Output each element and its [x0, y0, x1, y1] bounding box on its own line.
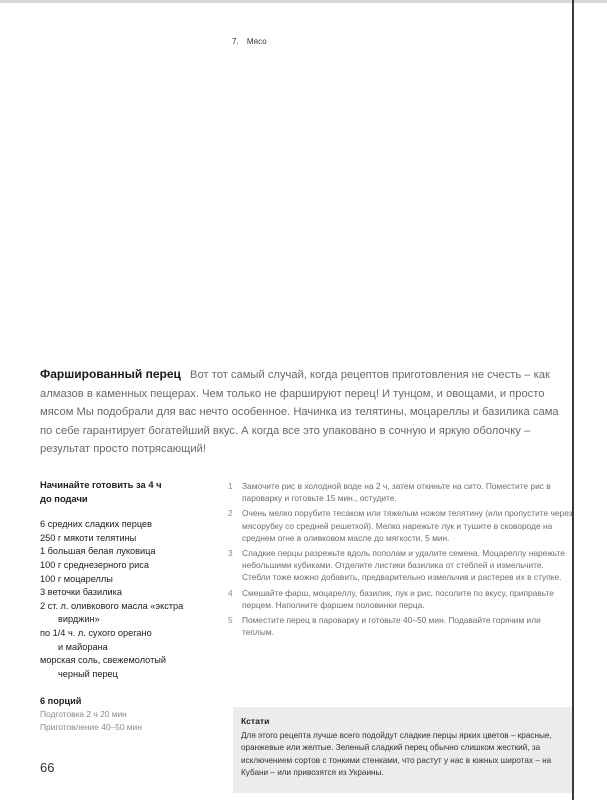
ingredient-item: 6 средних сладких перцев: [40, 519, 153, 530]
recipe-title: Фаршированный перец: [40, 367, 181, 381]
ingredient-item: вирджин»: [58, 614, 100, 625]
tip-text: Для этого рецепта лучше всего подойдут сладкие перцы ярких цветов – красные, оранжевые или желтые. Зеленый сладкий перец обычно слишком жесткий, за исключением сортов с тонкими стенками, что растут у нас в южных широтах – на Кубани – или привозятся из Украины.: [241, 730, 552, 778]
tip-box: [233, 707, 572, 793]
step-text: Смешайте фарш, моцареллу, базилик, лук и рис, посолите по вкусу, приправьте перцем. Наполните фаршем половинки перца.: [242, 587, 554, 610]
cook-time: Приготовление 40–50 мин: [40, 721, 142, 732]
ingredient-item: черный перец: [58, 668, 118, 679]
steps-list: [228, 480, 573, 641]
step-item: [228, 547, 573, 584]
portions-block: [40, 695, 230, 733]
step-text: Замочите рис в холодной воде на 2 ч, затем откиньте на сито. Поместите рис в пароварку и готовьте 15 мин., остудите.: [242, 481, 551, 504]
ingredient-item: 3 веточки базилика: [40, 587, 122, 598]
start-time-line2: до подачи: [40, 492, 88, 504]
step-number: 4: [228, 587, 233, 598]
ingredients-column: [40, 478, 230, 681]
ingredient-item: 250 г мякоти телятины: [40, 532, 137, 543]
step-number: 5: [228, 615, 233, 626]
start-time-line1: Начинайте готовить за 4 ч: [40, 479, 162, 490]
prep-time: Подготовка 2 ч 20 мин: [40, 708, 127, 719]
page-top-edge: [0, 0, 607, 3]
chapter-heading: [232, 37, 267, 46]
start-time-heading: [40, 478, 230, 505]
step-text: Поместите перец в пароварку и готовьте 40–50 мин. Подавайте горячим или теплым.: [242, 615, 541, 638]
portions-title: 6 порций: [40, 696, 82, 706]
ingredient-item: 100 г среднезерного риса: [40, 559, 150, 570]
step-text: Очень мелко порубите тесаком или тяжелым ножом телятину (или пропустите через мясорубку со средней решеткой). Мелко нарежьте лук и тушите в сковороде на среднем огне в оливковом масле до мягкости, 5 мин.: [242, 508, 573, 543]
ingredient-item: по 1/4 ч. л. сухого орегано: [40, 627, 152, 638]
page-number: 66: [40, 760, 55, 775]
step-number: 2: [228, 508, 233, 519]
step-number: 1: [228, 481, 233, 491]
ingredient-item: 100 г моцареллы: [40, 573, 113, 584]
chapter-number: 7.: [232, 37, 239, 46]
ingredient-item: 2 ст. л. оливкового масла «экстра: [40, 600, 184, 611]
page-right-edge: [572, 0, 574, 800]
step-item: [228, 507, 573, 544]
step-item: [228, 480, 573, 504]
step-item: [228, 614, 573, 638]
ingredient-item: и майорана: [58, 641, 108, 652]
recipe-intro: [40, 365, 570, 459]
tip-title: Кстати: [241, 716, 270, 726]
step-number: 3: [228, 548, 233, 559]
step-item: [228, 587, 573, 611]
step-text: Сладкие перцы разрежьте вдоль пополам и удалите семена. Моцареллу нарежьте небольшими кубиками. Отделите листики базилика от стеблей и измельчите. Стебли тоже можно добавить, предварительно измельчив и растерев их в ступке.: [242, 548, 565, 583]
ingredient-item: 1 большая белая луковица: [40, 546, 156, 557]
recipe-intro-text: Вот тот самый случай, когда рецептов приготовления не счесть – как алмазов в каменных пещерах. Чем только не фаршируют перец! И тунцом, и овощами, и просто мясом Мы подобрали для вас нечто особенное. Начинка из телятины, моцареллы и базилика сама по себе гарантирует богатейший вкус. А когда все это упаковано в сочную и яркую оболочку – результат просто потрясающий!: [40, 369, 559, 456]
ingredients-list: [40, 518, 230, 681]
chapter-title: Мясо: [246, 37, 267, 46]
ingredient-item: морская соль, свежемолотый: [40, 655, 167, 666]
